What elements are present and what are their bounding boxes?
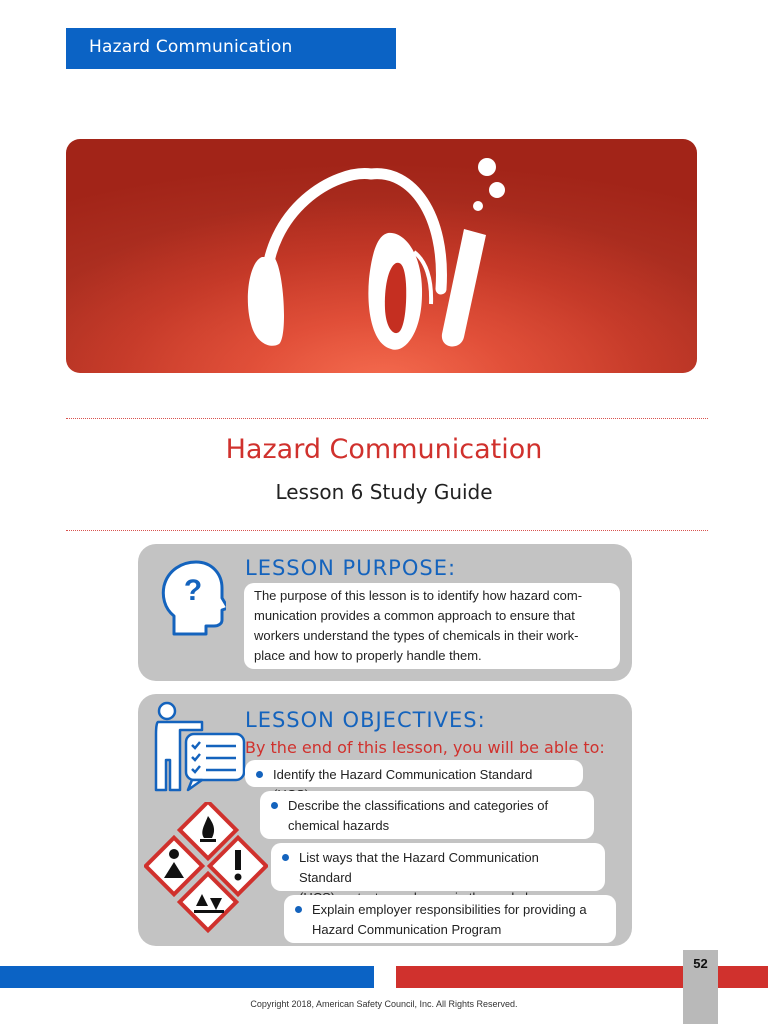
lesson-purpose-panel	[138, 544, 632, 681]
objective-line: Describe the classifications and categories of	[288, 798, 549, 813]
purpose-line: munication provides a common approach to ensure that	[254, 608, 575, 623]
header-tab	[66, 28, 396, 69]
lesson-objectives-panel	[138, 694, 632, 946]
objective-item	[271, 843, 605, 891]
lesson-objectives-intro: By the end of this lesson, you will be able to:	[245, 738, 605, 757]
ghs-pictogram-icon	[144, 802, 268, 934]
question-head-icon	[160, 560, 226, 636]
divider-top	[66, 418, 708, 419]
lesson-purpose-text	[244, 583, 620, 669]
presenter-checklist-icon	[152, 700, 248, 792]
objective-item	[260, 791, 594, 839]
footer-bar-blue	[0, 966, 374, 988]
page-title: Hazard Communication	[225, 434, 543, 465]
lesson-objectives-heading: LESSON OBJECTIVES:	[245, 708, 486, 732]
divider-bottom	[66, 530, 708, 531]
page-number-text: 52	[693, 956, 708, 971]
hero-banner	[66, 139, 697, 373]
header-tab-label: Hazard Communication	[89, 37, 293, 57]
page-subtitle: Lesson 6 Study Guide	[275, 480, 493, 504]
purpose-line: workers understand the types of chemicals in their work-	[254, 628, 579, 643]
objective-line: List ways that the Hazard Communication Standard	[299, 850, 539, 885]
objective-line: Hazard Communication Program	[312, 922, 502, 937]
copyright-text: Copyright 2018, American Safety Council, Inc. All Rights Reserved.	[250, 999, 518, 1009]
objective-line: Identify the Hazard Communication Standard	[273, 767, 533, 782]
page-number	[683, 950, 718, 1024]
purpose-line: place and how to properly handle them.	[254, 648, 482, 663]
lesson-purpose-heading: LESSON PURPOSE:	[245, 556, 457, 580]
objective-item	[245, 760, 583, 787]
objective-line: chemical hazards	[288, 818, 390, 833]
svg-text:?: ?	[183, 574, 203, 607]
objective-line: Explain employer responsibilities for providing a	[312, 902, 587, 917]
objective-item	[284, 895, 616, 943]
purpose-line: The purpose of this lesson is to identify how hazard com-	[254, 588, 583, 603]
